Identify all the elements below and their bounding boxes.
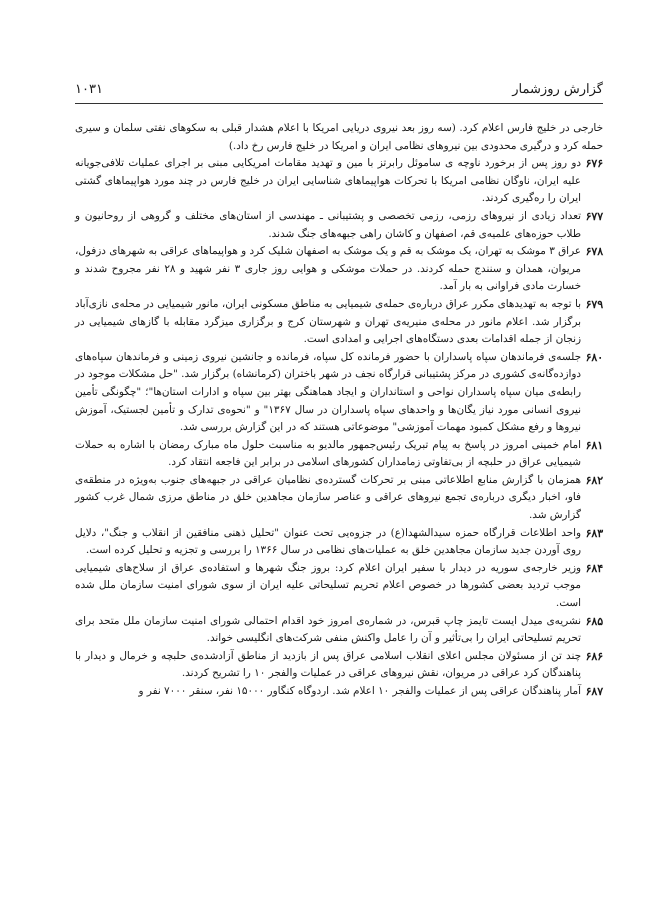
entry-number: ۶۸۲	[585, 473, 603, 487]
entry-text: آمار پناهندگان عراقی پس از عملیات والفجر ۱۰ اعلام شد. اردوگاه کنگاور ۱۵۰۰۰ نفر، سنقر ۷۰۰۰ نفر و	[138, 685, 581, 697]
entry-number: ۶۸۷	[585, 685, 603, 698]
entry-text: عراق ۳ موشک به تهران، یک موشک به قم و یک موشک به اصفهان شلیک کرد و هواپیماهای عراقی به شهرهای دزفول، مریوان، همدان و سنندج حمله کردند. در حملات موشکی و هوایی روز جاری ۳ نفر شهید و ۲۸ نفر مجروح شدند و خسارت مادی فراوانی به بار آمد.	[75, 245, 582, 293]
entry-text: تعداد زیادی از نیروهای رزمی، رزمی تخصصی و پشتیبانی ـ مهندسی از استان‌های مختلف و گروهی از روحانیون و طلاب حوزه‌های علمیه‌ی قم، اصفهان و کاشان راهی جبهه‌های جنگ شدند.	[75, 209, 581, 240]
entry-text: چند تن از مسئولان مجلس اعلای انقلاب اسلامی عراق پس از بازدید از مناطق آزادشده‌ی حلبچه و خرمال و دیدار با پناهندگان کرد عراقی در مریوان، نقش نیروهای عراقی در عملیات والفجر ۱۰ را تشریح کردند.	[75, 649, 581, 680]
page-header	[75, 80, 603, 104]
entry-685	[75, 613, 603, 648]
entry-680	[75, 349, 603, 437]
entry-681	[75, 437, 603, 472]
page-number: ۱۰۳۱	[75, 82, 103, 97]
entry-686	[75, 648, 603, 683]
running-title: گزارش روزشمار	[512, 82, 603, 97]
entry-number: ۶۸۱	[585, 438, 603, 452]
entry-number: ۶۸۴	[585, 561, 603, 575]
entry-number: ۶۸۳	[585, 526, 603, 540]
entry-682	[75, 472, 603, 525]
entry-number: ۶۷۸	[585, 245, 603, 259]
entry-text: با توجه به تهدیدهای مکرر عراق درباره‌ی حمله‌ی شیمیایی به مناطق مسکونی ایران، مانور شیمیایی در محله‌ی نازی‌آباد برگزار شد. اعلام مانور در محله‌ی منیریه‌ی تهران و شهرستان کرج و برگزاری میزگرد مقابله با گازهای شیمیایی در زنجان از جمله اقدامات بعدی دستگاه‌های اجرایی و امدادی است.	[75, 297, 581, 346]
entry-text: امام خمینی امروز در پاسخ به پیام تبریک رئیس‌جمهور مالدیو به مناسبت حلول ماه مبارک رمضان با اشاره به حملات شیمیایی عراق در حلبچه از بی‌تفاوتی زمامداران کشورهای اسلامی در برابر این فاجعه انتقاد کرد.	[75, 438, 581, 469]
entry-text: واحد اطلاعات قرارگاه حمزه سیدالشهدا(ع) در جزوه‌یی تحت عنوان "تحلیل ذهنی منافقین از انقلاب و جنگ"، دلایل روی آوردن جدید سازمان مجاهدین خلق به عملیات‌های نظامی در سال ۱۳۶۶ را بررسی و تجزیه و تحلیل کرده است.	[75, 526, 581, 557]
entry-text: دو روز پس از برخورد ناوچه ی ساموئل رابرتز با مین و تهدید مقامات امریکایی مبنی بر اجرای عملیات تلافی‌جویانه علیه ایران، ناوگان نظامی امریکا با تحرکات هواپیماهای شناسایی ایران در خلیج فارس در چند مورد هواپیماهای گشتی ایران را ره‌گیری کردند.	[75, 157, 581, 205]
entry-number: ۶۸۶	[585, 649, 603, 663]
entry-text: جلسه‌ی فرماندهان سپاه پاسداران با حضور فرمانده کل سپاه، فرمانده و جانشین نیروی زمینی و فرماندهان سپاه‌های دوازده‌گانه‌ی کشوری در مرکز پشتیبانی قرارگاه نجف در شهر باختران (کرمانشاه) برگزار شد. "حل مشکلات موجود در رابطه‌ی میان سپاه پاسداران نواحی و استانداران و ایجاد هماهنگی بهتر بین سپاه و ادارات استان‌ها"؛ "چگونگی تأمین نیروی انسانی مورد نیاز یگان‌ها و واحدهای سپاه پاسداران در سال ۱۳۶۷" و "نحوه‌ی تدارک و تأمین لجستیک، آموزش نیروها و رفع مشکل کمبود مهمات آموزشی" موضوعاتی هستند که در این گزارش بررسی شد.	[75, 350, 581, 434]
entry-number: ۶۷۷	[585, 209, 603, 223]
entry-text: نشریه‌ی میدل ایست تایمز چاپ قبرس، در شماره‌ی امروز خود اقدام احتمالی شورای امنیت سازمان ملل متحد برای تحریم تسلیحاتی ایران را بی‌تأثیر و آن را عامل واکنش منفی شرکت‌های انگلیسی خواند.	[75, 614, 581, 645]
entry-text: همزمان با گزارش منابع اطلاعاتی مبنی بر تحرکات گسترده‌ی نظامیان عراقی در جبهه‌های جنوب به‌ویژه در منطقه‌ی فاو، اخبار دیگری درباره‌ی تجمع نیروهای عراقی و عناصر سازمان مجاهدین خلق در مناطق مرزی شمال غرب کشور گزارش شد.	[75, 473, 581, 522]
entry-683	[75, 525, 603, 560]
entry-number: ۶۷۹	[585, 297, 603, 311]
intro-paragraph: خارجی در خلیج فارس اعلام کرد. (سه روز بعد نیروی دریایی امریکا با اعلام هشدار قبلی به سکوهای نفتی سلمان و سیری حمله کرد و درگیری محدودی بین نیروهای نظامی ایران و امریکا در خلیج فارس رخ داد.)	[75, 122, 603, 152]
header-divider	[75, 103, 603, 104]
entry-677	[75, 208, 603, 243]
entry-text: وزیر خارجه‌ی سوریه در دیدار با سفیر ایران اعلام کرد: بروز جنگ شهرها و استفاده‌ی عراق از سلاح‌های شیمیایی موجب تردید بعضی کشورها در خصوص اعلام تحریم تسلیحاتی علیه ایران از سوی شورای امنیت سازمان ملل شده است.	[75, 561, 581, 610]
entry-676	[75, 155, 603, 208]
entry-number: ۶۷۶	[585, 157, 603, 171]
chronicle-body	[75, 120, 603, 701]
entry-number: ۶۸۵	[585, 614, 603, 628]
entry-number: ۶۸۰	[585, 350, 603, 364]
entry-678	[75, 243, 603, 296]
entry-687	[75, 683, 603, 701]
entry-679	[75, 296, 603, 349]
entry-684	[75, 560, 603, 613]
